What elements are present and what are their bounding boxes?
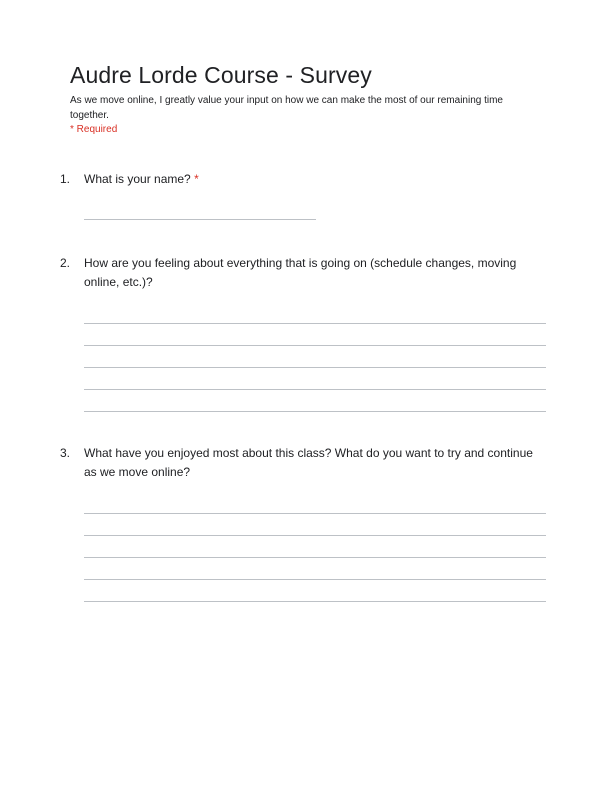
answer-line [84,557,546,558]
answer-line [84,513,546,514]
answer-line [84,323,546,324]
answer-line [84,345,546,346]
short-answer-field[interactable] [84,219,316,220]
answer-line [84,367,546,368]
question-text: What have you enjoyed most about this class? What do you want to try and continue as we move online? [84,446,533,479]
question-label: What is your name? [84,172,191,186]
question-number: 1. [60,172,71,186]
required-note: * Required [70,124,118,135]
answer-line [84,601,546,602]
form-description: As we move online, I greatly value your input on how we can make the most of our remaining time together. [70,95,503,121]
question-number: 3. [60,446,71,460]
answer-line [84,411,546,412]
question-text [84,170,548,189]
required-asterisk: * [194,172,199,186]
question-number: 2. [60,256,71,270]
answer-line [84,535,546,536]
answer-line [84,389,546,390]
answer-line [84,579,546,580]
question-text: How are you feeling about everything that is going on (schedule changes, moving online, etc.)? [84,256,517,289]
form-title: Audre Lorde Course - Survey [70,62,372,88]
